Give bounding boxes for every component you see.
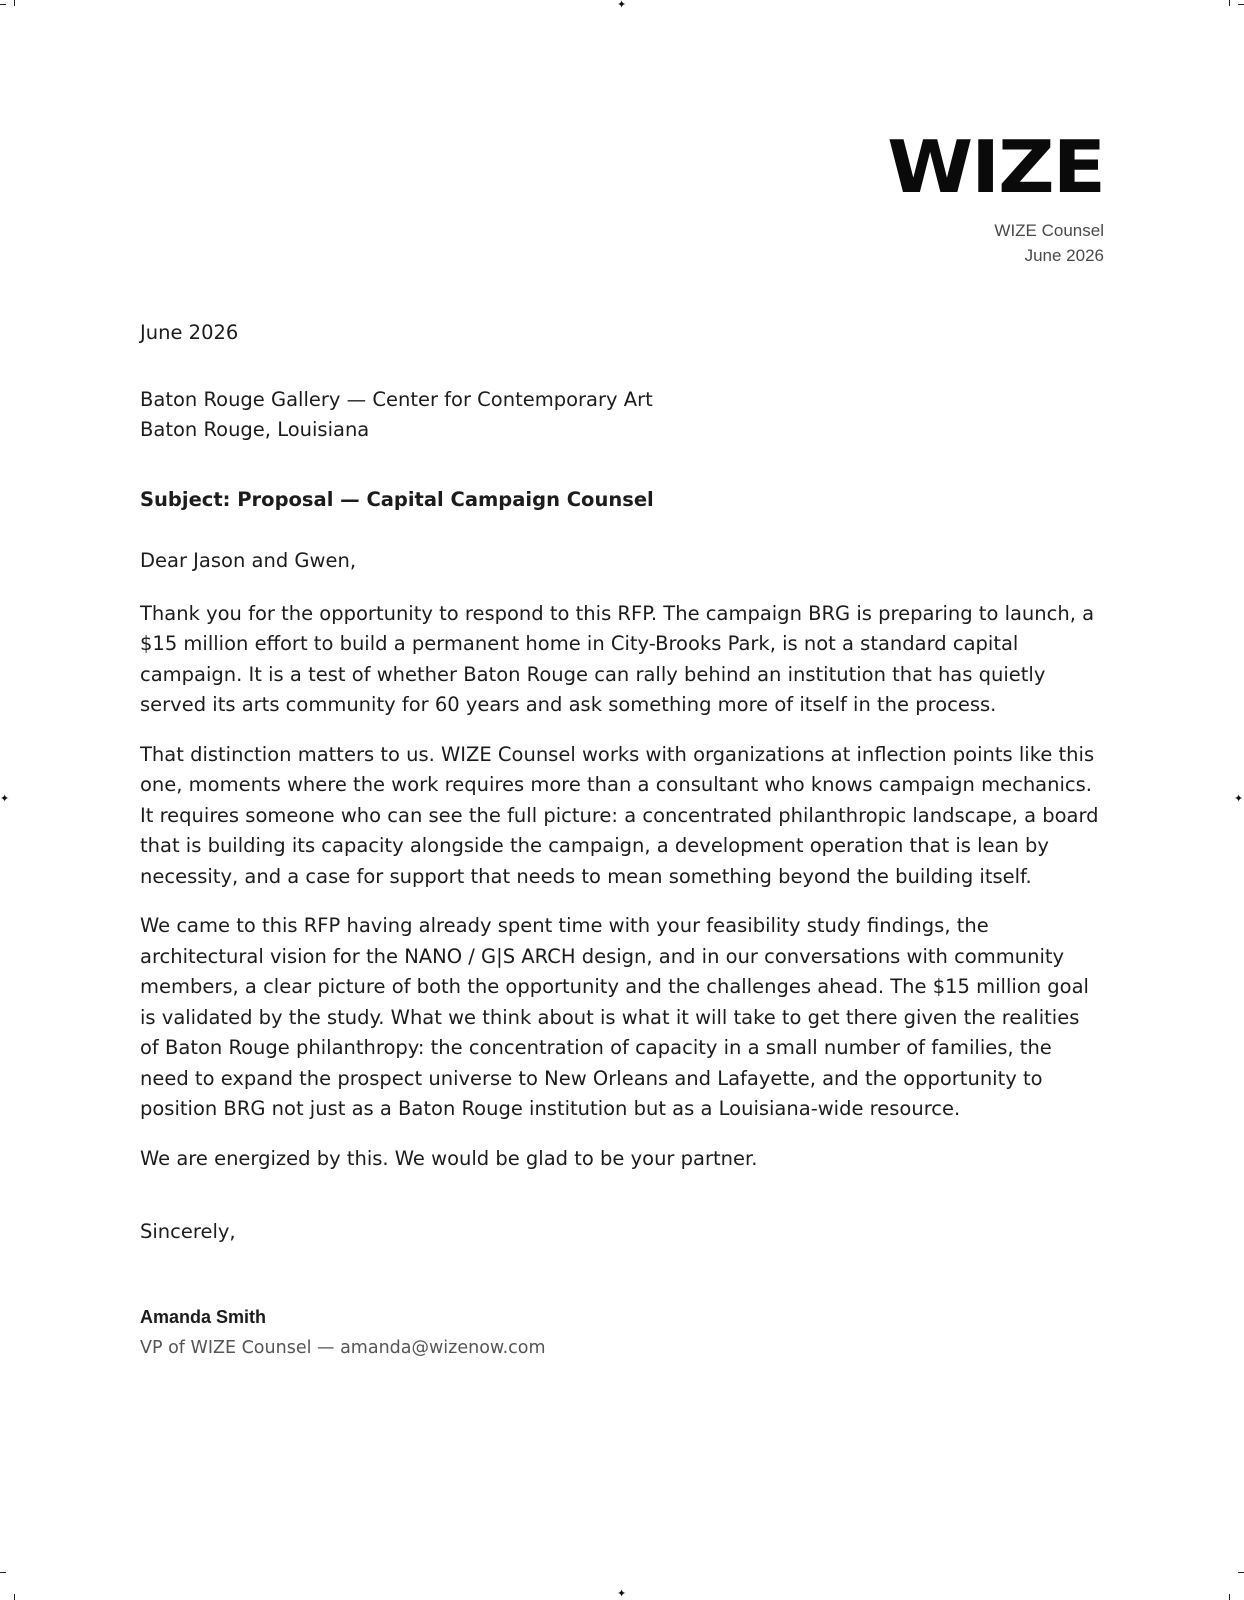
- registration-mark-icon: ✦: [0, 792, 10, 805]
- letter-date: June 2026: [140, 321, 239, 344]
- body-paragraph: That distinction matters to us. WIZE Counsel works with organizations at inflection points like this one, moments where the work requires more than a consultant who knows campaign mechanics. It requires someone who can see the full picture: a concentrated philanthropic landscape, a board that is building its capacity alongside the campaign, a development operation that is lean by necessity, and a case for support that needs to mean something beyond the building itself.: [140, 742, 1099, 888]
- closing: Sincerely,: [140, 1220, 236, 1243]
- subject-line: Subject: Proposal — Capital Campaign Counsel: [140, 487, 654, 511]
- letterhead-date: June 2026: [1024, 246, 1104, 265]
- recipient-name: Baton Rouge Gallery — Center for Contemporary Art: [140, 387, 653, 411]
- crop-mark: [1238, 1572, 1244, 1573]
- body-paragraph: Thank you for the opportunity to respond to this RFP. The campaign BRG is preparing to launch, a $15 million effort to build a permanent home in City-Brooks Park, is not a standard capital campaign. It is a test of whether Baton Rouge can rally behind an institution that has quietly served its arts community for 60 years and ask something more of itself in the process.: [140, 601, 1095, 716]
- registration-mark-icon: ✦: [1234, 792, 1244, 805]
- crop-mark: [1238, 4, 1244, 5]
- crop-mark: [0, 1572, 6, 1573]
- crop-mark: [1229, 0, 1230, 6]
- recipient-location: Baton Rouge, Louisiana: [140, 418, 370, 441]
- body-paragraph: We came to this RFP having already spent time with your feasibility study findings, the architectural vision for the NANO / G|S ARCH design, and in our conversations with community members, a clear picture of both the opportunity and the challenges ahead. The $15 million goal is validated by the study. What we think about is what it will take to get there given the realities of Baton Rouge philanthropy: the concentration of capacity in a small number of families, the need to expand the prospect universe to New Orleans and Lafayette, and the opportunity to position BRG not just as a Baton Rouge institution but as a Louisiana-wide resource.: [140, 914, 1089, 1120]
- signature-title: VP of WIZE Counsel — amanda@wizenow.com: [140, 1337, 546, 1358]
- crop-mark: [14, 0, 15, 6]
- registration-mark-icon: ✦: [617, 1587, 627, 1600]
- recipient-address: [140, 385, 1104, 446]
- letter-body: [140, 318, 1104, 1362]
- letterhead: [887, 126, 1104, 268]
- salutation: Dear Jason and Gwen,: [140, 549, 357, 572]
- body-paragraph: We are energized by this. We would be glad to be your partner.: [140, 1146, 758, 1170]
- letterhead-organization: WIZE Counsel: [994, 221, 1104, 240]
- registration-mark-icon: ✦: [617, 0, 627, 11]
- crop-mark: [14, 1594, 15, 1600]
- crop-mark: [0, 4, 6, 5]
- company-logo: WIZE: [887, 126, 1104, 210]
- signature-name: Amanda Smith: [140, 1306, 267, 1327]
- crop-mark: [1229, 1594, 1230, 1600]
